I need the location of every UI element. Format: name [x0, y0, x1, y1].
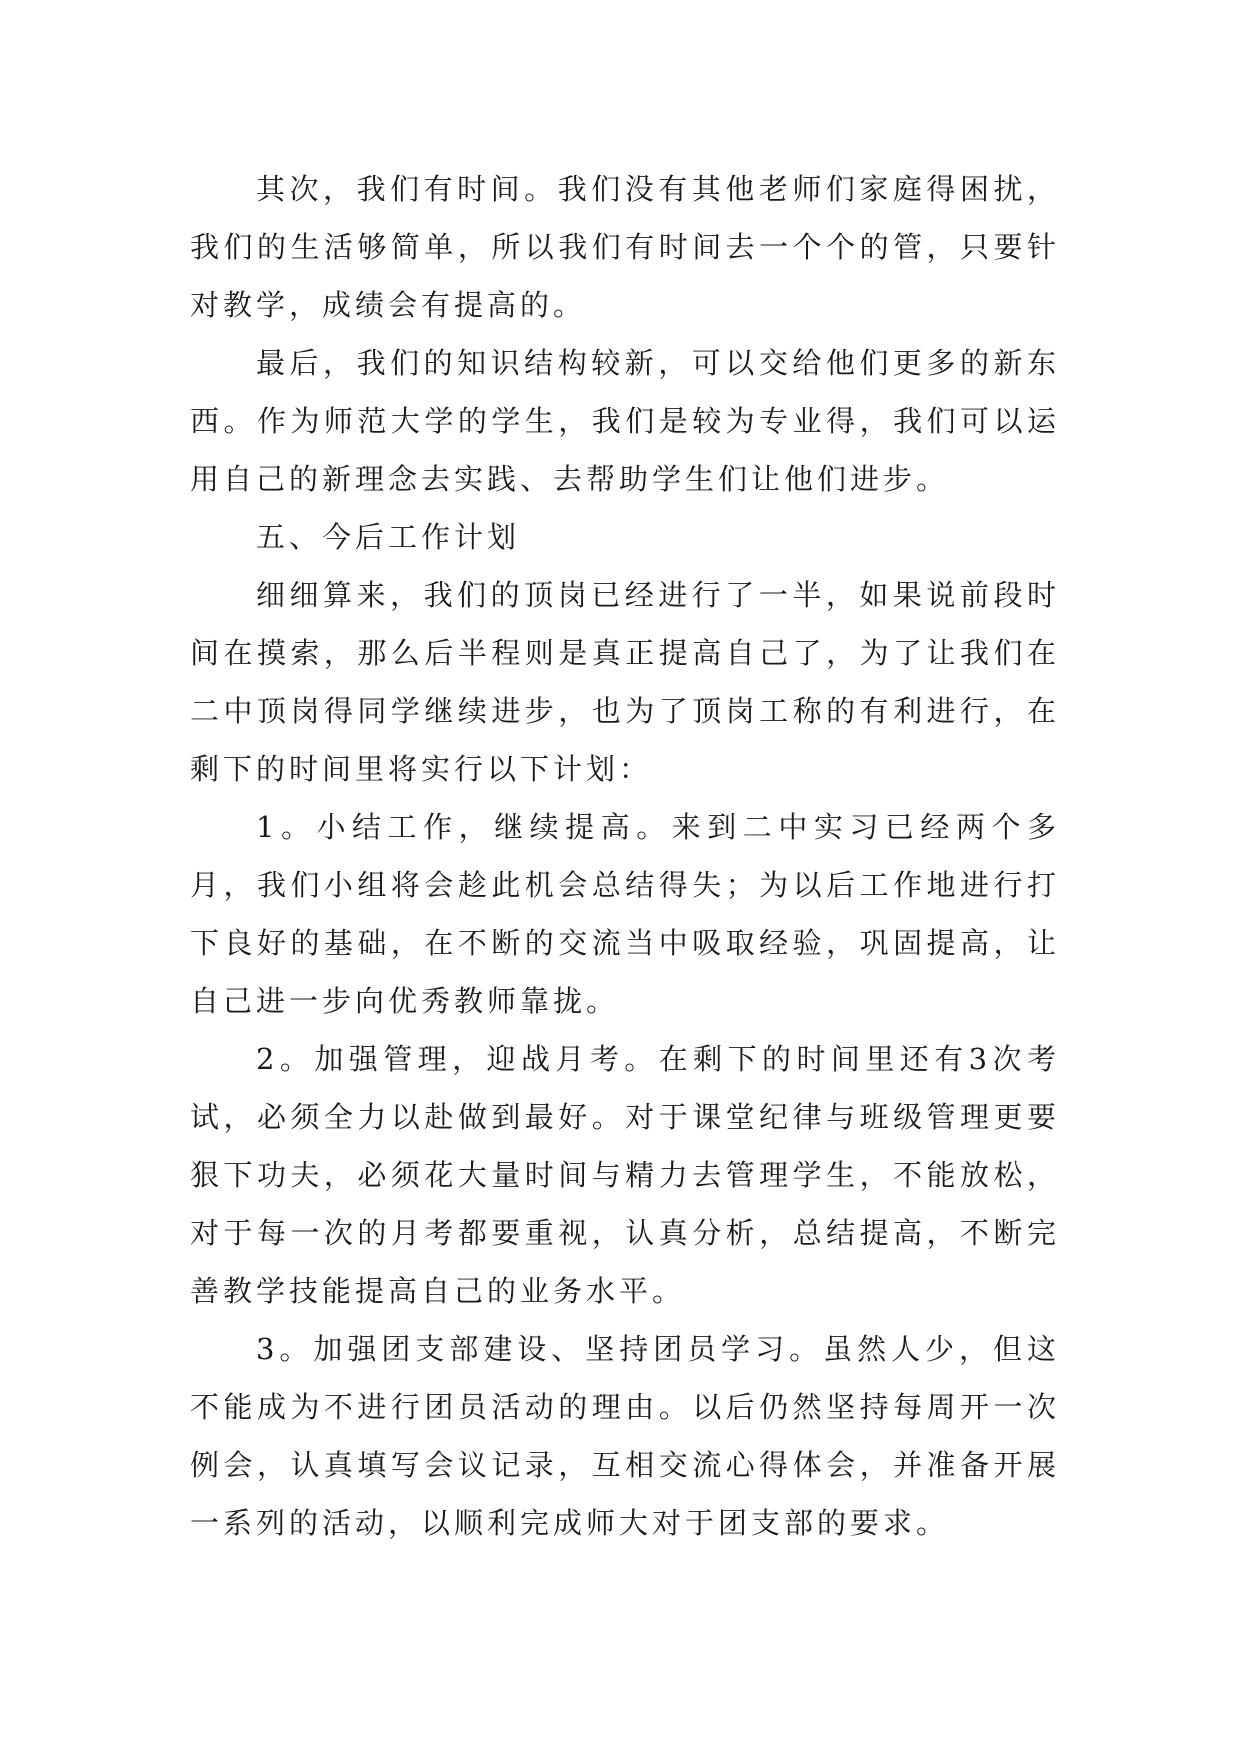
- document-body: [190, 160, 1060, 1552]
- paragraph-knowledge: 最后，我们的知识结构较新，可以交给他们更多的新东西。作为师范大学的学生，我们是较为专业得，我们可以运用自己的新理念去实践、去帮助学生们让他们进步。: [190, 346, 1060, 496]
- section-heading-future-plan: 五、今后工作计划: [256, 520, 521, 554]
- paragraph-plan-item-1: 1。小结工作，继续提高。来到二中实习已经两个多月，我们小组将会趁此机会总结得失；为以后工作地进行打下良好的基础，在不断的交流当中吸取经验，巩固提高，让自己进一步向优秀教师靠拢。: [190, 810, 1060, 1018]
- paragraph-plan-item-2: 2。加强管理，迎战月考。在剩下的时间里还有3次考试，必须全力以赴做到最好。对于课堂纪律与班级管理更要狠下功夫，必须花大量时间与精力去管理学生，不能放松，对于每一次的月考都要重视，认真分析，总结提高，不断完善教学技能提高自己的业务水平。: [190, 1042, 1060, 1308]
- paragraph-time: 其次，我们有时间。我们没有其他老师们家庭得困扰，我们的生活够简单，所以我们有时间去一个个的管，只要针对教学，成绩会有提高的。: [190, 172, 1060, 322]
- paragraph-plan-item-3: 3。加强团支部建设、坚持团员学习。虽然人少，但这不能成为不进行团员活动的理由。以后仍然坚持每周开一次例会，认真填写会议记录，互相交流心得体会，并准备开展一系列的活动，以顺利完成师大对于团支部的要求。: [190, 1332, 1060, 1540]
- paragraph-plan-intro: 细细算来，我们的顶岗已经进行了一半，如果说前段时间在摸索，那么后半程则是真正提高自己了，为了让我们在二中顶岗得同学继续进步，也为了顶岗工称的有利进行，在剩下的时间里将实行以下计划：: [190, 578, 1060, 786]
